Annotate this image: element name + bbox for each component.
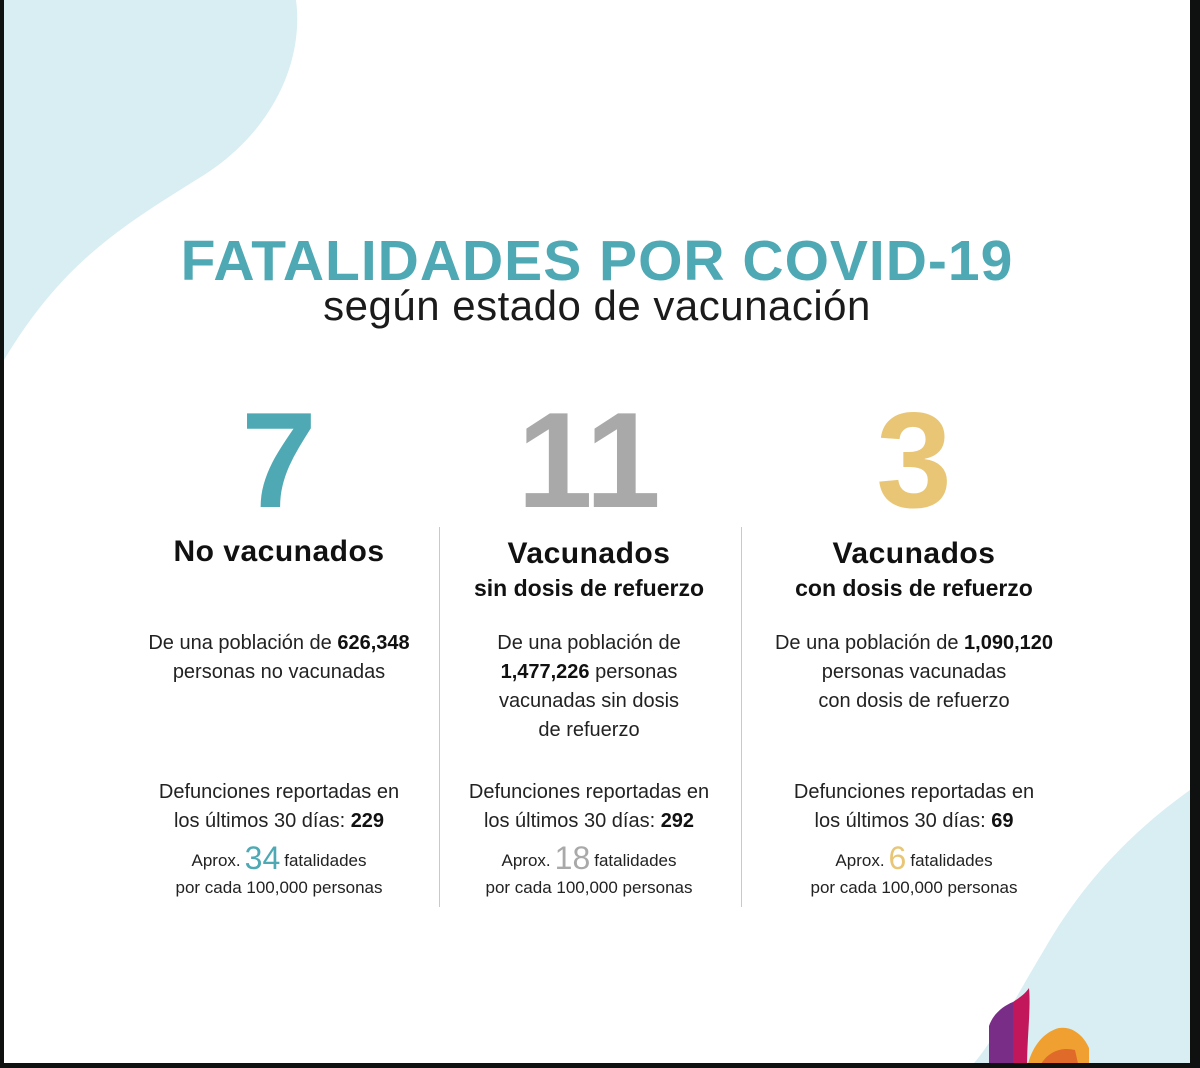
deaths-prefix: Defunciones reportadas en (158, 781, 400, 803)
population-line: personas vacunadas (821, 661, 1007, 683)
group-vaccinated-booster (749, 384, 1079, 897)
population-text (424, 629, 754, 745)
death-count: 7 (241, 384, 317, 536)
deaths-period: los últimos 30 días: (814, 810, 992, 832)
aprox-label: Aprox. (501, 851, 551, 870)
population-prefix: De una población de (774, 632, 965, 654)
deaths-period: los últimos 30 días: (173, 810, 351, 832)
rate-value: 18 (554, 840, 591, 876)
rate-label: fatalidades (910, 851, 993, 870)
aprox-label: Aprox. (835, 851, 885, 870)
brand-logo (979, 988, 1099, 1063)
rate-suffix: por cada 100,000 personas (485, 878, 693, 897)
rate-label: fatalidades (284, 851, 367, 870)
population-text (114, 629, 444, 687)
deaths-text (424, 778, 754, 836)
group-unvaccinated (114, 384, 444, 897)
rate-suffix: por cada 100,000 personas (810, 878, 1018, 897)
death-count: 3 (876, 384, 952, 536)
page-subtitle: según estado de vacunación (323, 282, 871, 329)
rate-text (424, 840, 754, 901)
population-value: 626,348 (337, 632, 410, 654)
deaths-text (749, 778, 1079, 836)
rate-text (749, 840, 1079, 901)
rate-value: 34 (244, 840, 281, 876)
deaths-period: los últimos 30 días: (483, 810, 661, 832)
group-title: Vacunados (832, 537, 996, 570)
population-suffix: personas no vacunadas (172, 661, 386, 683)
group-title: No vacunados (173, 535, 385, 568)
deaths-prefix: Defunciones reportadas en (468, 781, 710, 803)
deaths-value: 292 (660, 810, 695, 832)
population-line: con dosis de refuerzo (818, 690, 1010, 712)
group-title: Vacunados (507, 537, 671, 570)
population-value: 1,090,120 (964, 632, 1054, 654)
infographic-card (4, 0, 1190, 1063)
population-suffix: personas (589, 661, 678, 683)
population-prefix: De una población de (148, 632, 338, 654)
rate-label: fatalidades (594, 851, 677, 870)
population-prefix: De una población de (497, 632, 681, 654)
population-value: 1,477,226 (500, 661, 590, 683)
aprox-label: Aprox. (191, 851, 241, 870)
page-title: FATALIDADES POR COVID-19 (180, 229, 1014, 293)
deaths-value: 69 (991, 810, 1014, 832)
deaths-value: 229 (350, 810, 385, 832)
group-subtitle: con dosis de refuerzo (795, 575, 1033, 601)
group-subtitle: sin dosis de refuerzo (473, 575, 705, 601)
rate-text (114, 840, 444, 901)
rate-value: 6 (888, 840, 907, 876)
deaths-text (114, 778, 444, 836)
population-line: de refuerzo (538, 719, 640, 741)
population-text (749, 629, 1079, 716)
deaths-prefix: Defunciones reportadas en (793, 781, 1035, 803)
population-line: vacunadas sin dosis (498, 690, 680, 712)
group-vaccinated-no-booster (424, 384, 754, 897)
rate-suffix: por cada 100,000 personas (175, 878, 383, 897)
death-count: 11 (517, 384, 661, 536)
